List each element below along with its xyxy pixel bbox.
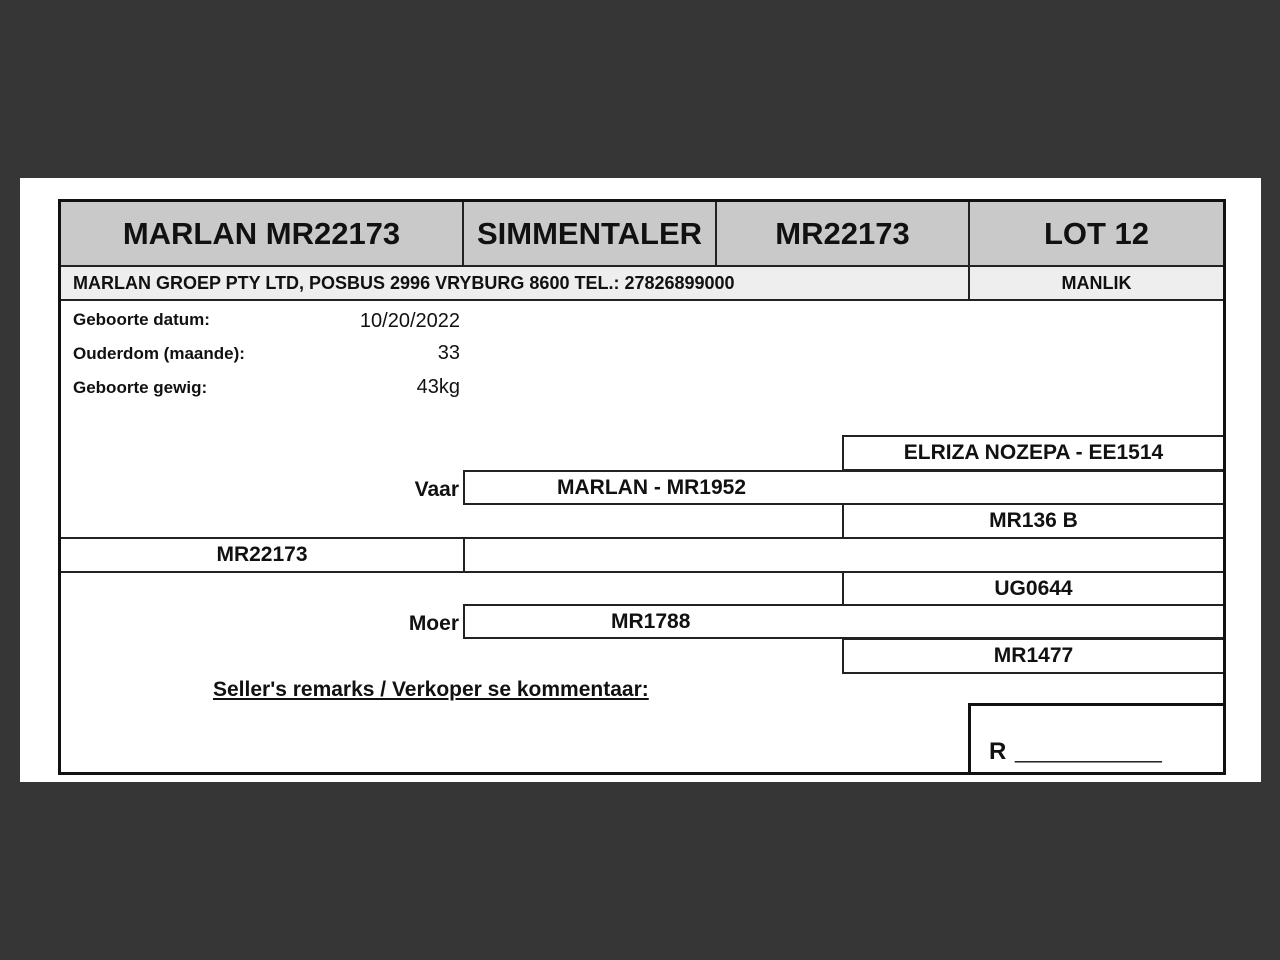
sire-box <box>463 470 1223 505</box>
sire: MARLAN - MR1952 <box>557 475 747 499</box>
dam-box <box>463 604 1223 639</box>
sire-label: Vaar <box>414 478 459 501</box>
dam: MR1788 <box>611 609 691 633</box>
sire-sire-box <box>842 435 1223 471</box>
dam-label: Moer <box>408 612 459 635</box>
dam-sire: UG0644 <box>994 577 1073 600</box>
dam-sire-box <box>842 571 1223 607</box>
breed: SIMMENTALER <box>476 215 703 251</box>
price-box <box>968 703 1223 772</box>
owner-line: MARLAN GROEP PTY LTD, POSBUS 2996 VRYBURG 8600 TEL.: 27826899000 <box>73 272 735 293</box>
animal-name: MARLAN MR22173 <box>122 215 401 251</box>
price-blank: ____________ <box>1015 738 1162 763</box>
rule-line <box>61 571 1223 573</box>
owner-cell <box>61 267 970 301</box>
breed-cell <box>464 202 717 267</box>
sex-cell <box>970 267 1223 301</box>
price-currency: R <box>989 738 1007 765</box>
birth-date-label: Geboorte datum: <box>73 310 210 329</box>
pedigree-animal: MR22173 <box>216 543 308 566</box>
age-label: Ouderdom (maande): <box>73 344 245 363</box>
animal-name-cell <box>61 202 464 267</box>
rule-line <box>61 537 1223 539</box>
birth-date-value: 10/20/2022 <box>359 310 460 332</box>
lot-card <box>58 199 1226 775</box>
id-cell <box>717 202 970 267</box>
dam-dam-box <box>842 638 1223 674</box>
lot-number: LOT 12 <box>1043 215 1150 251</box>
remarks-label: Seller's remarks / Verkoper se kommentaar: <box>213 678 649 701</box>
birth-weight-value: 43kg <box>416 376 460 398</box>
sire-dam-box <box>842 503 1223 539</box>
animal-box <box>61 537 465 573</box>
animal-id: MR22173 <box>775 215 910 251</box>
sire-dam: MR136 B <box>989 509 1078 532</box>
lot-cell <box>970 202 1223 267</box>
birth-weight-label: Geboorte gewig: <box>73 378 208 397</box>
sire-sire: ELRIZA NOZEPA - EE1514 <box>903 441 1164 464</box>
dam-dam: MR1477 <box>993 644 1074 667</box>
sex: MANLIK <box>1061 272 1132 293</box>
age-value: 33 <box>437 342 460 364</box>
